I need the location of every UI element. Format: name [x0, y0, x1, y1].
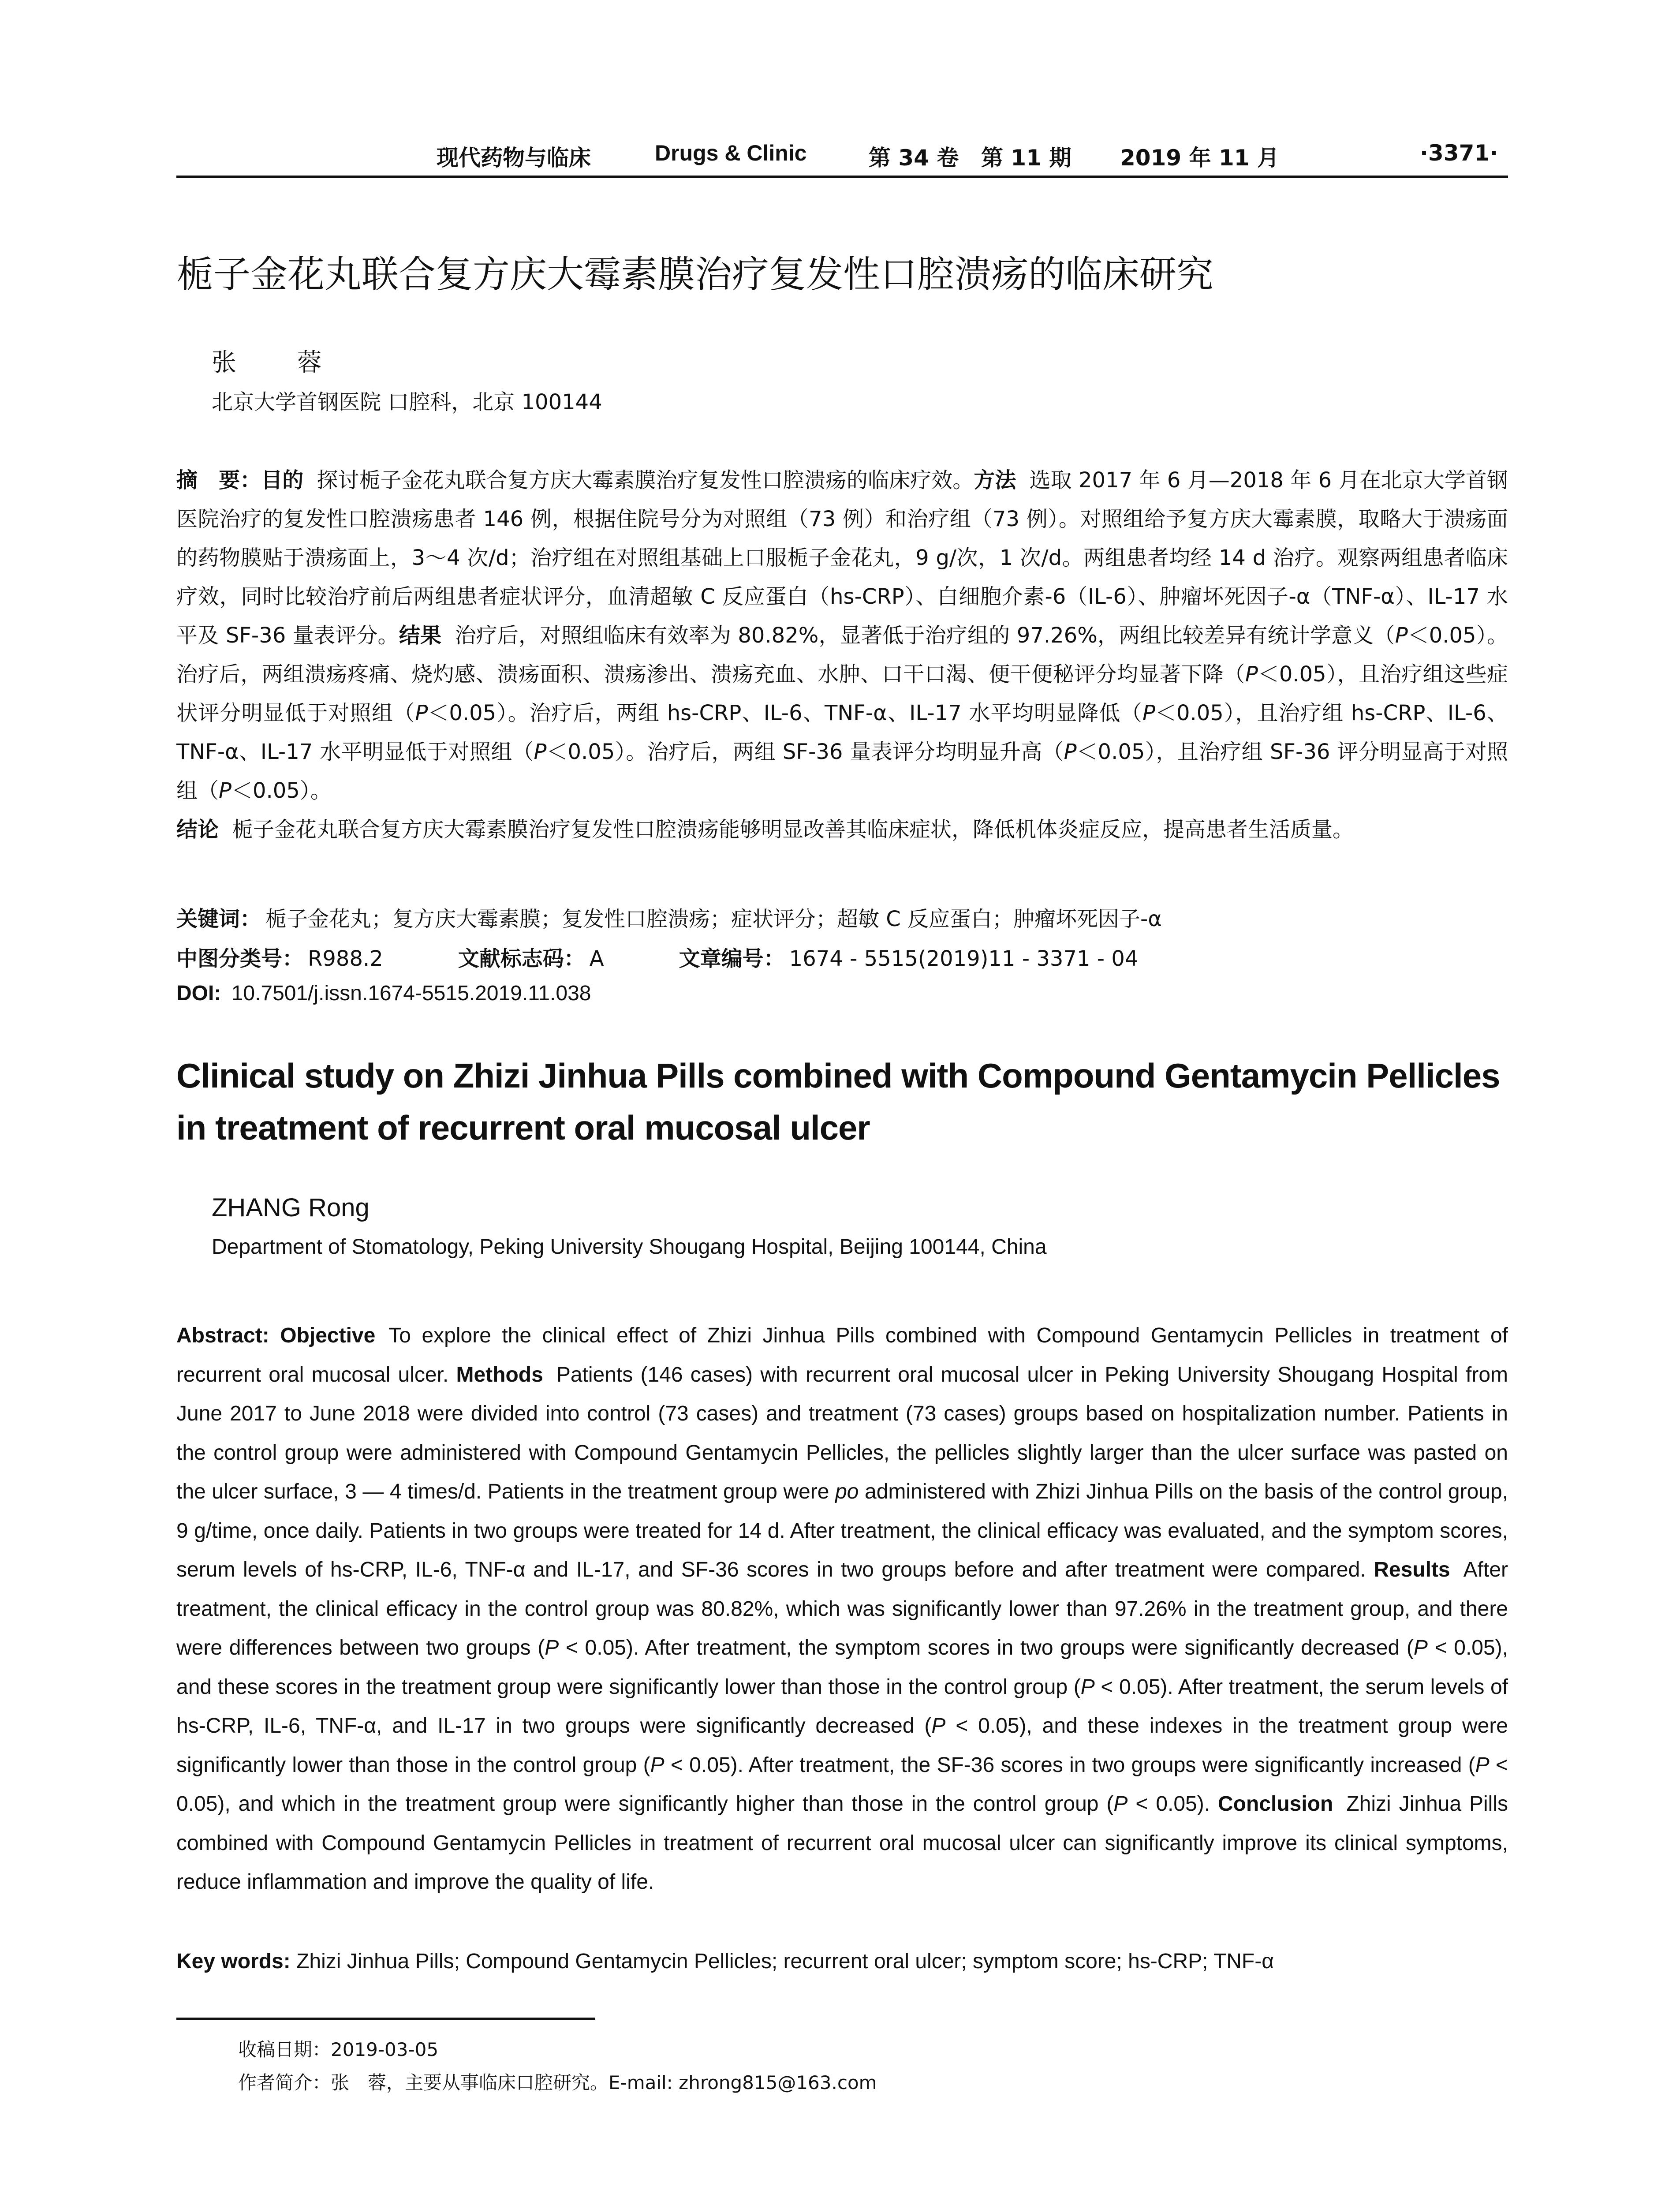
journal-name-en: Drugs & Clinic: [655, 141, 807, 165]
p-value-symbol: P: [219, 778, 231, 803]
conclusion-label-cn: 结论: [176, 817, 219, 842]
results-cn: ＜0.05），且治疗组 hs-CRP、IL-6、TNF-α、IL-17 水平明显低于对照组（: [176, 701, 1508, 764]
doc-code-label: 文献标志码：: [458, 946, 585, 971]
p-value-symbol: P: [1245, 662, 1258, 687]
doi-label: DOI:: [176, 982, 221, 1005]
p-value-symbol: P: [1113, 1792, 1128, 1816]
doi-value: 10.7501/j.issn.1674-5515.2019.11.038: [231, 982, 591, 1005]
keywords-text-cn: 栀子金花丸；复方庆大霉素膜；复发性口腔溃疡；症状评分；超敏 C 反应蛋白；肿瘤坏死因子-α: [265, 907, 1162, 931]
results-en: < 0.05). After treatment, the symptom scores in two groups were significantly decreased (: [559, 1636, 1414, 1659]
objective-label-cn: 目的: [261, 468, 304, 493]
abstract-en: [176, 1316, 1508, 1902]
conclusion-label-en: Conclusion: [1218, 1792, 1333, 1816]
methods-cn: 选取 2017 年 6 月—2018 年 6 月在北京大学首钢医院治疗的复发性口腔溃疡患者 146 例，根据住院号分为对照组（73 例）和治疗组（73 例）。对照组给予复方庆大霉素膜，取略大于溃疡面的药物膜贴于溃疡面上，3～4 次/d；治疗组在对照组基础上口服栀子金花丸，9 g/次，1 次/d。两组患者均经 14 d 治疗。观察两组患者临床疗效，同时比较治疗前后两组患者症状评分，血清超敏 C 反应蛋白（hs-CRP）、白细胞介素-6（IL-6）、肿瘤坏死因子-α（TNF-α）、IL-17 水平及 SF-36 量表评分。: [176, 468, 1508, 648]
abstract-label-cn: 摘 要：: [176, 468, 261, 493]
p-value-symbol: P: [534, 740, 547, 764]
results-en: < 0.05), and which in the treatment group were significantly higher than those in the control group (: [176, 1753, 1508, 1816]
conclusion-cn: 栀子金花丸联合复方庆大霉素膜治疗复发性口腔溃疡能够明显改善其临床症状，降低机体炎症反应，提高患者生活质量。: [232, 817, 1354, 842]
results-en: < 0.05), and these scores in the treatment group were significantly lower than those in the control group (: [176, 1636, 1508, 1699]
keywords-cn: [176, 902, 1162, 932]
results-cn: ＜0.05）。治疗后，两组 SF-36 量表评分均明显升高（: [546, 740, 1064, 764]
p-value-symbol: P: [1080, 1675, 1095, 1699]
methods-label-en: Methods: [456, 1363, 543, 1387]
methods-label-cn: 方法: [974, 468, 1016, 493]
results-en: < 0.05).: [1127, 1792, 1210, 1816]
footnote-rule: [176, 2018, 595, 2020]
running-header: [176, 140, 1508, 171]
results-cn: ＜0.05），且治疗组 SF-36 评分明显高于对照组（: [176, 740, 1508, 803]
results-en: < 0.05). After treatment, the SF-36 scores in two groups were significantly increased (: [664, 1753, 1475, 1777]
p-value-symbol: P: [1395, 623, 1408, 648]
keywords-text-en: Zhizi Jinhua Pills; Compound Gentamycin Pellicles; recurrent oral ulcer; symptom score; hs-CRP; TNF-α: [296, 1950, 1274, 1973]
author-cn: 张 蓉: [212, 348, 348, 377]
po-abbrev: po: [835, 1480, 859, 1503]
objective-label-en: Objective: [280, 1324, 376, 1347]
p-value-symbol: P: [1064, 740, 1077, 764]
author-en: ZHANG Rong: [212, 1193, 370, 1222]
results-cn: ＜0.05）。治疗后，两组 hs-CRP、IL-6、TNF-α、IL-17 水平均明显降低（: [428, 701, 1142, 725]
results-cn: ＜0.05）。: [231, 778, 332, 803]
keywords-en: [176, 1949, 1274, 1973]
affiliation-en: Department of Stomatology, Peking University Shougang Hospital, Beijing 100144, China: [212, 1235, 1047, 1259]
affiliation-cn: 北京大学首钢医院 口腔科，北京 100144: [212, 390, 602, 415]
results-en: After treatment, the clinical efficacy in the control group was 80.82%, which was significantly lower than 97.26% in the treatment group, and there were differences between two groups (: [176, 1558, 1508, 1659]
p-value-symbol: P: [1142, 701, 1155, 725]
doi-line: [176, 981, 591, 1005]
article-title-en: Clinical study on Zhizi Jinhua Pills combined with Compound Gentamycin Pellicles in treatment of recurrent oral mucosal ulcer: [176, 1056, 1500, 1147]
keywords-label-en: Key words:: [176, 1950, 291, 1973]
objective-cn: 探讨栀子金花丸联合复方庆大霉素膜治疗复发性口腔溃疡的临床疗效。: [317, 468, 974, 493]
p-value-symbol: P: [1413, 1636, 1428, 1659]
article-no: 1674 - 5515(2019)11 - 3371 - 04: [789, 946, 1139, 971]
author-bio: 作者简介：张 蓉，主要从事临床口腔研究。E-mail: zhrong815@163.com: [238, 2072, 877, 2093]
header-rule: [176, 176, 1508, 178]
results-cn: 治疗后，对照组临床有效率为 80.82%，显著低于治疗组的 97.26%，两组比较差异有统计学意义（: [455, 623, 1395, 648]
doc-code: A: [589, 946, 604, 971]
conclusion-en: Zhizi Jinhua Pills combined with Compound Gentamycin Pellicles in treatment of recurrent oral mucosal ulcer can significantly improve its clinical symptoms, reduce inflammation and improve the quality of life.: [176, 1792, 1508, 1894]
p-value-symbol: P: [415, 701, 428, 725]
methods-en: administered with Zhizi Jinhua Pills on the basis of the control group, 9 g/time, once daily. Patients in two groups were treated for 14 d. After treatment, the clinical efficacy was evaluated, and the symptom scores, serum levels of hs-CRP, IL-6, TNF-α and IL-17, and SF-36 scores in two groups before and after treatment were compared.: [176, 1480, 1508, 1581]
objective-en: To explore the clinical effect of Zhizi Jinhua Pills combined with Compound Gentamycin Pellicles in treatment of recurrent oral mucosal ulcer.: [176, 1324, 1508, 1387]
article-no-label: 文章编号：: [679, 946, 785, 971]
article-title-cn: 栀子金花丸联合复方庆大霉素膜治疗复发性口腔溃疡的临床研究: [176, 253, 1214, 296]
journal-name-cn: 现代药物与临床: [437, 145, 591, 171]
p-value-symbol: P: [545, 1636, 559, 1659]
keywords-label-cn: 关键词：: [176, 907, 261, 931]
classification-line: [176, 942, 1138, 972]
results-label-en: Results: [1374, 1558, 1450, 1581]
issue-date: 2019 年 11 月: [1120, 145, 1279, 171]
p-value-symbol: P: [931, 1714, 946, 1738]
clc-code: R988.2: [308, 946, 383, 971]
p-value-symbol: P: [1475, 1753, 1490, 1777]
results-en: < 0.05). After treatment, the serum levels of hs-CRP, IL-6, TNF-α, and IL-17 in two groups were significantly decreased (: [176, 1675, 1508, 1738]
clc-label: 中图分类号：: [176, 946, 304, 971]
page-number: ·3371·: [1420, 140, 1498, 166]
methods-en: Patients (146 cases) with recurrent oral mucosal ulcer in Peking University Shougang Hospital from June 2017 to June 2018 were divided into control (73 cases) and treatment (73 cases) groups based on hospitalization number. Patients in the control group were administered with Compound Gentamycin Pellicles, the pellicles slightly larger than the ulcer surface was pasted on the ulcer surface, 3 — 4 times/d. Patients in the treatment group were: [176, 1363, 1508, 1503]
issue: 第 11 期: [981, 145, 1071, 171]
results-cn: ＜0.05），且治疗组这些症状评分明显低于对照组（: [176, 662, 1508, 725]
results-cn: ＜0.05）。治疗后，两组溃疡疼痛、烧灼感、溃疡面积、溃疡渗出、溃疡充血、水肿、口干口渴、便干便秘评分均显著下降（: [176, 623, 1508, 687]
p-value-symbol: P: [650, 1753, 665, 1777]
results-label-cn: 结果: [399, 623, 442, 648]
volume: 第 34 卷: [869, 145, 959, 171]
received-date: 收稿日期：2019-03-05: [238, 2039, 439, 2060]
abstract-label-en: Abstract:: [176, 1324, 269, 1347]
results-en: < 0.05), and these indexes in the treatment group were significantly lower than those in the control group (: [176, 1714, 1508, 1777]
abstract-cn: [176, 461, 1508, 849]
